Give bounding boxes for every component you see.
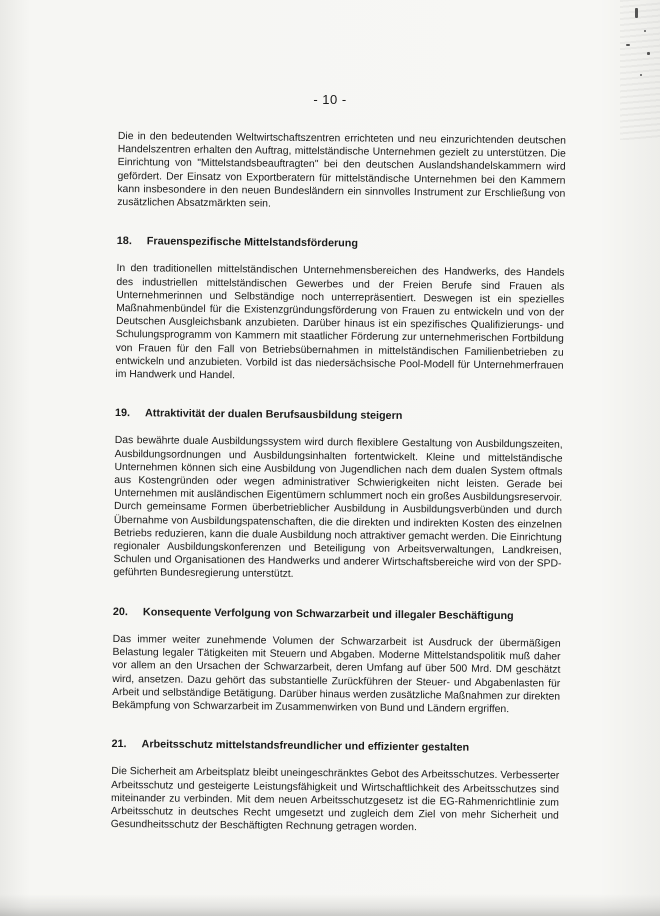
section-20 (112, 606, 561, 717)
scan-speck (640, 74, 642, 76)
section-19 (113, 407, 563, 584)
section-heading (117, 235, 565, 253)
scan-speck (644, 30, 646, 32)
scan-edge-artifact (620, 0, 660, 140)
scan-speck (626, 44, 630, 46)
page-number: - 10 - (313, 92, 347, 107)
scan-bottom-shadow (0, 894, 660, 916)
section-body: Das immer weiter zunehmende Volumen der Schwarzarbeit ist Ausdruck der übermäßigen Belastung legaler Tätigkeiten mit Steuern und Abgaben. Moderne Mittelstandspolitik muß daher vor allem an den Ursachen der Schwarzarbeit, deren Umfang auf über 500 Mrd. DM geschätzt wird, ansetzen. Dazu gehört das substantielle Zurückführen der Steuer- und Abgabenlasten für Arbeit und selbständige Betätigung. Darüber hinaus werden zusätzliche Maßnahmen zur direkten Bekämpfung von Schwarzarbeit im Zusammenwirken von Bund und Ländern ergriffen. (111, 633, 561, 716)
section-heading (115, 407, 563, 425)
section-title: Arbeitsschutz mittelstandsfreundlicher und effizienter gestalten (141, 738, 470, 754)
section-body: Das bewährte duale Ausbildungssystem wird durch flexiblere Gestaltung von Ausbildungszeiten, Ausbildungsordnungen und Ausbildungsinhalten fortentwickelt. Kleine und mittelständische Unternehmen können sich eine Ausbildung von Jugendlichen nach dem dualen System oftmals aus Kostengründen oder wegen administrativer Schwierigkeiten nicht leisten. Gerade bei Unternehmen mit ausländischen Eigentümern schlummert noch ein großes Ausbildungsreservoir. Durch gemeinsame Formen überbetrieblicher Ausbildung in Ausbildungsverbünden und durch Übernahme von Ausbildungspatenschaften, die die direkten und indirekten Kosten des einzelnen Betriebs reduzieren, kann die duale Ausbildung noch attraktiver gemacht werden. Die Einrichtung regionaler Ausbildungskonferenzen und Beteiligung von Arbeitsverwaltungen, Landkreisen, Schulen und Organisationen des Handwerks und anderer Wirtschaftsbereiche wird von der SPD-geführten Bundesregierung unterstützt. (113, 435, 563, 581)
section-18 (115, 235, 565, 386)
document-body (111, 130, 566, 836)
scan-speck (647, 52, 650, 55)
section-title: Attraktivität der dualen Berufsausbildung steigern (144, 407, 403, 423)
section-21 (111, 738, 560, 836)
section-body: Die Sicherheit am Arbeitsplatz bleibt uneingeschränktes Gebot des Arbeitsschutzes. Verbesserter Arbeitsschutz und gesteigerte Leistungsfähigkeit und Wirtschaftlichkeit des Arbeitsschutzes sind miteinander zu verbinden. Mit dem neuen Arbeitsschutzgesetz ist die EG-Rahmenrichtlinie zum Arbeitsschutz in deutsches Recht umgesetzt und zugleich dem Ziel von mehr Sicherheit und Gesundheitsschutz der Beschäftigten Rechnung getragen worden. (110, 766, 560, 834)
scan-speck (635, 8, 638, 18)
section-number: 21. (111, 738, 127, 751)
intro-paragraph: Die in den bedeutenden Weltwirtschaftszentren errichteten und neu einzurichtenden deutschen Handelszentren erhalten den Auftrag, mittelständische Unternehmen gezielt zu unterstützen. Die Einrichtung von "Mittelstandsbeauftragten" bei den deutschen Auslandshandelskammern wird gefördert. Der Einsatz von Exportberatern für mittelständische Unternehmen bei den Kammern kann insbesondere in den neuen Bundesländern ein sinnvolles Instrument zur Erschließung von zusätzlichen Absatzmärkten sein. (117, 130, 566, 210)
section-number: 20. (112, 605, 129, 618)
section-number: 18. (116, 235, 132, 248)
section-title: Frauenspezifische Mittelstandsförderung (146, 235, 359, 250)
section-heading (113, 606, 561, 624)
section-title: Konsequente Verfolgung von Schwarzarbeit und illegaler Beschäftigung (142, 605, 514, 622)
section-heading (111, 738, 559, 756)
section-number: 19. (114, 407, 131, 420)
section-body: In den traditionellen mittelständischen Unternehmensbereichen des Handwerks, des Handels des industriellen mittelständischen Gewerbes und der Freien Berufe sind Frauen als Unternehmerinnen und Selbständige noch unterrepräsentiert. Deswegen ist ein spezielles Maßnahmenbündel für die Existenzgründungsförderung von Frauen zu entwickeln und von der Deutschen Ausgleichsbank anzubieten. Darüber hinaus ist ein spezifisches Qualifizierungs- und Schulungsprogramm von Kammern mit staatlicher Förderung zur unternehmerischen Fortbildung von Frauen für den Fall von Betriebsübernahmen in mittelständischen Familienbetrieben zu entwickeln und anzubieten. Vorbild ist das niedersächsische Pool-Modell für Unternehmerfrauen im Handwerk und Handel. (115, 263, 565, 382)
